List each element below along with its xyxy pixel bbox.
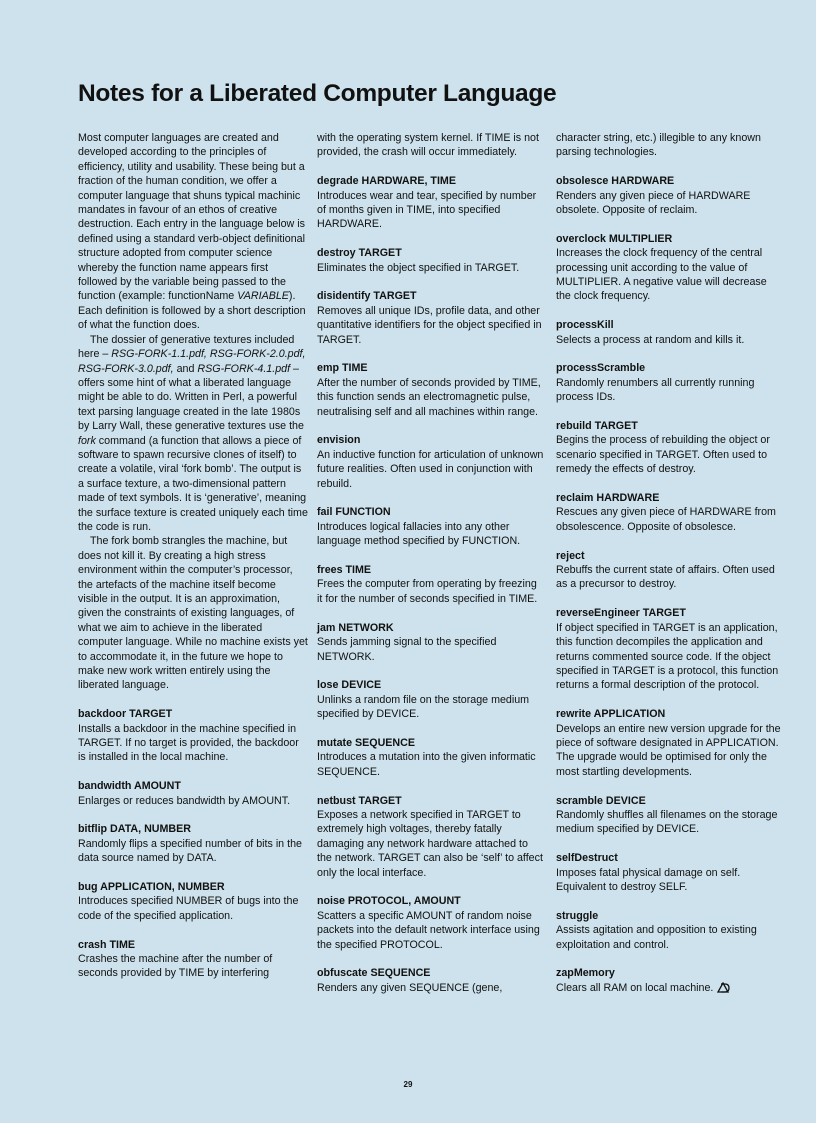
function-description [556, 923, 782, 952]
function-description [556, 433, 782, 476]
function-description-text: Frees the computer from operating by freezing it for the number of seconds specified in TIME. [317, 578, 538, 605]
function-description [556, 808, 782, 837]
function-description-text: Renders any given SEQUENCE (gene, [317, 981, 503, 994]
function-entry [317, 505, 545, 548]
entry-list [556, 174, 782, 995]
function-description-text: Rebuffs the current state of affairs. Often used as a precursor to destroy. [556, 564, 775, 591]
text-run: The fork bomb strangles the machine, but does not kill it. By creating a high stress environment within the computer’s processor, the artefacts of the machine itself become visible in the output. It is an approximation, given the constraints of existing languages, of what we aim to achieve in the liberated computer language. While no machine exists yet to accommodate it, in the future we hope to make new work written entirely using the liberated language. [78, 535, 308, 692]
function-entry [556, 318, 782, 347]
function-description [78, 894, 308, 923]
function-name: selfDestruct [556, 852, 618, 865]
function-name: degrade HARDWARE, TIME [317, 175, 456, 188]
function-name: noise PROTOCOL, AMOUNT [317, 895, 461, 908]
function-description [317, 189, 545, 232]
italic-text-run: VARIABLE [237, 290, 289, 303]
function-description [556, 505, 782, 534]
function-description-text: Scatters a specific AMOUNT of random noise packets into the default network interface using the specified PROTOCOL. [317, 909, 540, 951]
function-entry [556, 606, 782, 692]
function-name: disidentify TARGET [317, 290, 417, 303]
function-name: bitflip DATA, NUMBER [78, 823, 191, 836]
italic-text-run: fork [78, 434, 96, 447]
function-description [317, 448, 545, 491]
function-name: jam NETWORK [317, 621, 394, 634]
function-name: rebuild TARGET [556, 420, 638, 433]
function-description [556, 866, 782, 895]
function-entry [556, 174, 782, 217]
function-name: reverseEngineer TARGET [556, 607, 686, 620]
function-description-text: Selects a process at random and kills it. [556, 333, 745, 346]
function-description-text: Introduces a mutation into the given informatic SEQUENCE. [317, 751, 536, 778]
text-run: ). Each definition is followed by a short description of what the function does. [78, 290, 306, 332]
function-description-text: Randomly renumbers all currently running process IDs. [556, 376, 755, 404]
function-description [556, 981, 782, 995]
function-name: backdoor TARGET [78, 708, 173, 721]
function-entry [317, 433, 545, 491]
continued-text: character string, etc.) illegible to any known parsing technologies. [556, 132, 761, 159]
function-entry [78, 707, 308, 765]
function-entry [78, 822, 308, 865]
function-entry [317, 246, 545, 275]
function-name: obfuscate SEQUENCE [317, 967, 431, 980]
function-entry [556, 419, 782, 477]
function-entry [317, 289, 545, 347]
function-description-text: Rescues any given piece of HARDWARE from obsolescence. Opposite of obsolesce. [556, 506, 776, 533]
function-name: scramble DEVICE [556, 794, 646, 807]
function-name: mutate SEQUENCE [317, 736, 415, 749]
intro-paragraph-3 [78, 534, 308, 692]
function-description-text: Clears all RAM on local machine. [556, 981, 714, 994]
function-name: destroy TARGET [317, 247, 402, 260]
function-description [317, 635, 545, 664]
function-description-text: Unlinks a random file on the storage medium specified by DEVICE. [317, 693, 530, 721]
function-description [317, 520, 545, 549]
column-1 [78, 131, 308, 981]
function-name: envision [317, 434, 361, 447]
function-name: bug APPLICATION, NUMBER [78, 881, 225, 894]
text-run: and [173, 362, 198, 375]
function-name: processKill [556, 319, 614, 332]
function-description-text: Renders any given piece of HARDWARE obsolete. Opposite of reclaim. [556, 189, 751, 217]
intro-paragraph-2 [78, 333, 308, 535]
function-name: bandwidth AMOUNT [78, 780, 181, 793]
function-description-text: If object specified in TARGET is an application, this function decompiles the application and returns commented source code. If the object specified in TARGET is a protocol, this function returns a formal description of the protocol. [556, 621, 779, 692]
function-description [556, 563, 782, 592]
function-description [78, 722, 308, 765]
function-description-text: Eliminates the object specified in TARGET. [317, 261, 520, 274]
function-description [556, 621, 782, 693]
column-3 [556, 131, 782, 995]
continued-text: with the operating system kernel. If TIME is not provided, the crash will occur immediately. [317, 132, 539, 159]
function-description [556, 246, 782, 304]
function-entry [556, 549, 782, 592]
function-entry [556, 966, 782, 995]
function-name: fail FUNCTION [317, 506, 391, 519]
function-entry [317, 621, 545, 664]
function-name: struggle [556, 909, 599, 922]
function-entry [78, 938, 308, 981]
function-description-text: Enlarges or reduces bandwidth by AMOUNT. [78, 794, 291, 807]
function-entry [556, 851, 782, 894]
function-name: rewrite APPLICATION [556, 708, 666, 721]
function-description-text: An inductive function for articulation of unknown future realities. Often used in conjunction with rebuild. [317, 448, 544, 490]
function-name: overclock MULTIPLIER [556, 232, 673, 245]
function-name: crash TIME [78, 938, 136, 951]
function-description-text: Introduces wear and tear, specified by number of months given in TIME, into specified HARDWARE. [317, 189, 537, 231]
function-description [317, 808, 545, 880]
function-description-text: Increases the clock frequency of the central processing unit according to the value of MULTIPLIER. A negative value will decrease the clock frequency. [556, 247, 767, 303]
function-description [317, 261, 545, 275]
entry-list [317, 174, 545, 995]
text-run: – offers some hint of what a liberated language might be able to do. Written in Perl, a powerful text parsing language created in the late 1980s by Larry Wall, these generative textures use the [78, 362, 304, 433]
function-description-text: Begins the process of rebuilding the object or scenario specified in TARGET. Often used to remedy the effects of destroy. [556, 434, 770, 476]
page-title: Notes for a Liberated Computer Language [78, 80, 557, 107]
function-name: lose DEVICE [317, 679, 382, 692]
end-of-article-mark-icon [717, 982, 730, 993]
function-description-text: Introduces logical fallacies into any other language method specified by FUNCTION. [317, 520, 521, 548]
function-description-text: Exposes a network specified in TARGET to extremely high voltages, thereby fatally damaging any network hardware attached to the network. TARGET can also be ‘self’ to affect only the local interface. [317, 808, 543, 879]
function-description-text: Removes all unique IDs, profile data, and other quantitative identifiers for the object specified in TARGET. [317, 304, 542, 346]
function-description [78, 794, 308, 808]
function-description [78, 837, 308, 866]
function-name: netbust TARGET [317, 794, 402, 807]
function-description-text: Installs a backdoor in the machine specified in TARGET. If no target is provided, the backdoor is installed in the local machine. [78, 722, 299, 764]
function-name: emp TIME [317, 362, 368, 375]
function-description [78, 952, 308, 981]
function-description [317, 577, 545, 606]
function-description [556, 189, 782, 218]
function-description-text: Randomly shuffles all filenames on the storage medium specified by DEVICE. [556, 808, 778, 836]
function-description [317, 981, 545, 995]
function-description [556, 333, 782, 347]
function-entry [556, 909, 782, 952]
function-description-text: Develops an entire new version upgrade for the piece of software designated in APPLICATION. The upgrade would be optimised for only the most startling developments. [556, 722, 781, 778]
function-description-text: Crashes the machine after the number of seconds provided by TIME by interfering [78, 953, 273, 980]
function-description [317, 693, 545, 722]
italic-text-run: RSG-FORK-1.1.pdf, RSG-FORK-2.0.pdf, RSG-FORK-3.0.pdf, [78, 348, 306, 375]
function-description [317, 750, 545, 779]
function-description-text: Sends jamming signal to the specified NETWORK. [317, 636, 497, 663]
function-entry [78, 779, 308, 808]
function-description [317, 909, 545, 952]
function-entry [78, 880, 308, 923]
function-description [317, 376, 545, 419]
function-description-text: After the number of seconds provided by TIME, this function sends an electromagnetic pulse, neutralising self and all machines within range. [317, 376, 541, 418]
function-name: reclaim HARDWARE [556, 492, 660, 505]
function-entry [317, 678, 545, 721]
function-name: zapMemory [556, 967, 615, 980]
function-entry [317, 563, 545, 606]
function-entry [556, 361, 782, 404]
function-description-text: Introduces specified NUMBER of bugs into the code of the specified application. [78, 895, 299, 922]
page-number: 29 [403, 1080, 413, 1089]
function-name: obsolesce HARDWARE [556, 175, 675, 188]
function-name: processScramble [556, 362, 646, 375]
function-entry [556, 707, 782, 779]
function-entry [317, 736, 545, 779]
function-description-text: Imposes fatal physical damage on self. Equivalent to destroy SELF. [556, 866, 741, 893]
function-description [317, 304, 545, 347]
text-run: The dossier of generative textures included here – [78, 333, 295, 361]
text-run: command (a function that allows a piece of software to spawn recursive clones of itself) to create a volatile, viral ‘fork bomb’. The output is a surface texture, a two-dimensional pattern made of text symbols. It is ‘generative’, meaning the surface texture is created uniquely each time the code is run. [78, 434, 308, 533]
function-description [556, 722, 782, 780]
column-2 [317, 131, 545, 995]
function-entry [556, 794, 782, 837]
function-entry [556, 232, 782, 304]
function-entry [317, 966, 545, 995]
italic-text-run: RSG-FORK-4.1.pdf [197, 362, 291, 375]
function-entry [317, 361, 545, 419]
function-entry [317, 174, 545, 232]
function-description-text: Randomly flips a specified number of bits in the data source named by DATA. [78, 837, 302, 865]
function-name: frees TIME [317, 564, 372, 577]
function-name: reject [556, 549, 585, 562]
entry-list [78, 707, 308, 981]
function-description [556, 376, 782, 405]
intro-paragraph-1 [78, 131, 308, 333]
function-entry [317, 894, 545, 952]
function-entry [317, 794, 545, 880]
function-entry [556, 491, 782, 534]
text-run: Most computer languages are created and developed according to the principles of efficiency, utility and usability. These being but a fraction of the human condition, we offer a computer language that shuns typical machinic mandates in favour of an ethos of creative destruction. Each entry in the language below is defined using a standard verb-object definitional structure adopted from computer science whereby the function name appears first followed by the variable being passed to the function (example: functionName [78, 132, 305, 303]
function-description-text: Assists agitation and opposition to existing exploitation and control. [556, 924, 757, 951]
